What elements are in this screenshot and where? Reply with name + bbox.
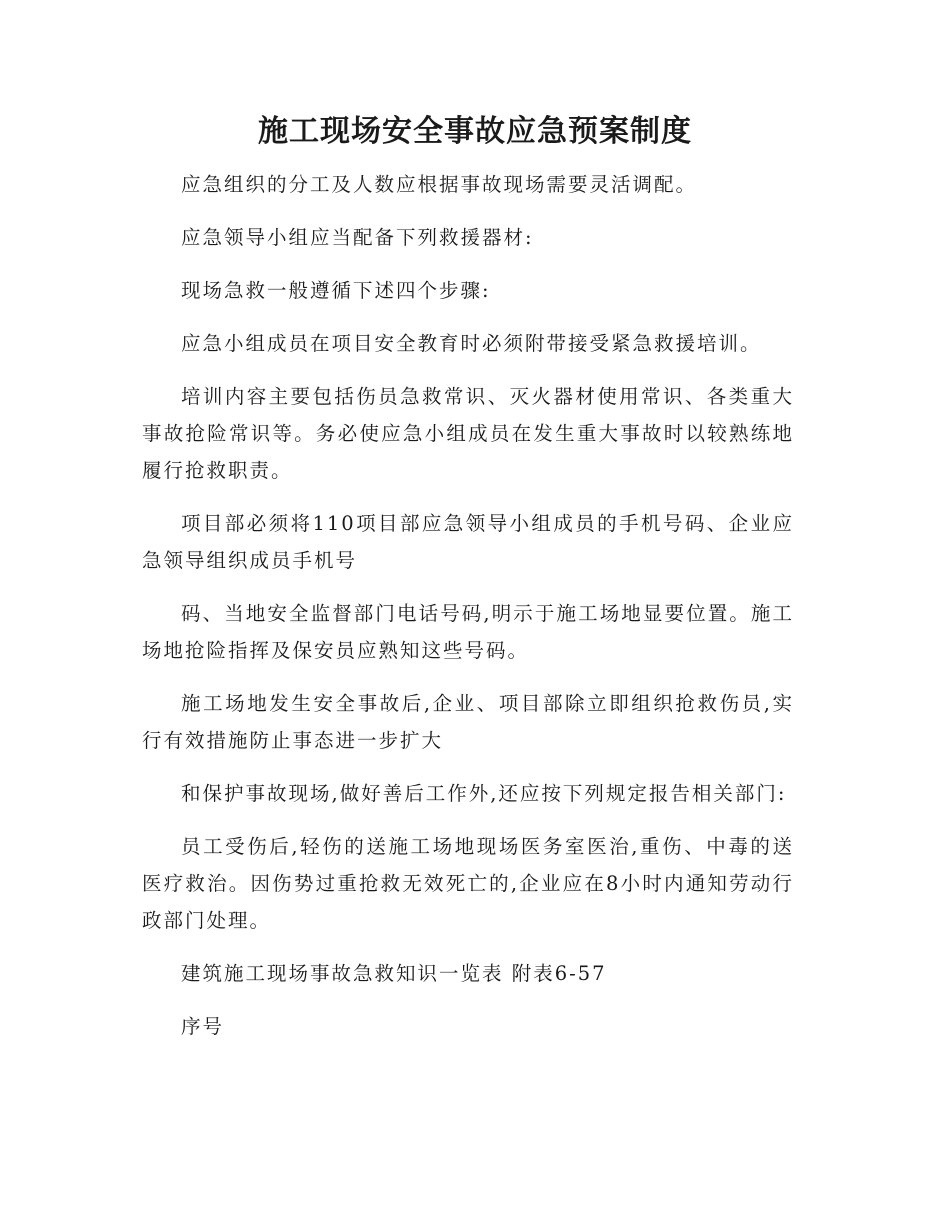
paragraph: 现场急救一般遵循下述四个步骤: (181, 279, 491, 302)
paragraph: 应急领导小组应当配备下列救援器材: (181, 226, 534, 249)
paragraph: 码、当地安全监督部门电话号码,明示于施工场地显要位置。施工场地抢险指挥及保安员应熟知这些号码。 (142, 602, 794, 662)
paragraph: 和保护事故现场,做好善后工作外,还应按下列规定报告相关部门: (181, 782, 787, 805)
document-body (142, 166, 794, 1061)
paragraph: 施工场地发生安全事故后,企业、项目部除立即组织抢救伤员,实行有效措施防止事态进一步扩大 (142, 692, 794, 752)
paragraph: 序号 (181, 1015, 225, 1038)
paragraph: 建筑施工现场事故急救知识一览表 附表6-57 (181, 962, 607, 985)
paragraph: 应急小组成员在项目安全教育时必须附带接受紧急救援培训。 (181, 332, 762, 355)
paragraph: 员工受伤后,轻伤的送施工场地现场医务室医治,重伤、中毒的送医疗救治。因伤势过重抢救无效死亡的,企业应在8小时内通知劳动行政部门处理。 (142, 835, 794, 932)
paragraph: 培训内容主要包括伤员急救常识、灭火器材使用常识、各类重大事故抢险常识等。务必使应急小组成员在发生重大事故时以较熟练地履行抢救职责。 (142, 385, 794, 482)
paragraph: 应急组织的分工及人数应根据事故现场需要灵活调配。 (181, 173, 698, 196)
paragraph: 项目部必须将110项目部应急领导小组成员的手机号码、企业应急领导组织成员手机号 (142, 512, 794, 572)
document-title: 施工现场安全事故应急预案制度 (258, 114, 692, 149)
